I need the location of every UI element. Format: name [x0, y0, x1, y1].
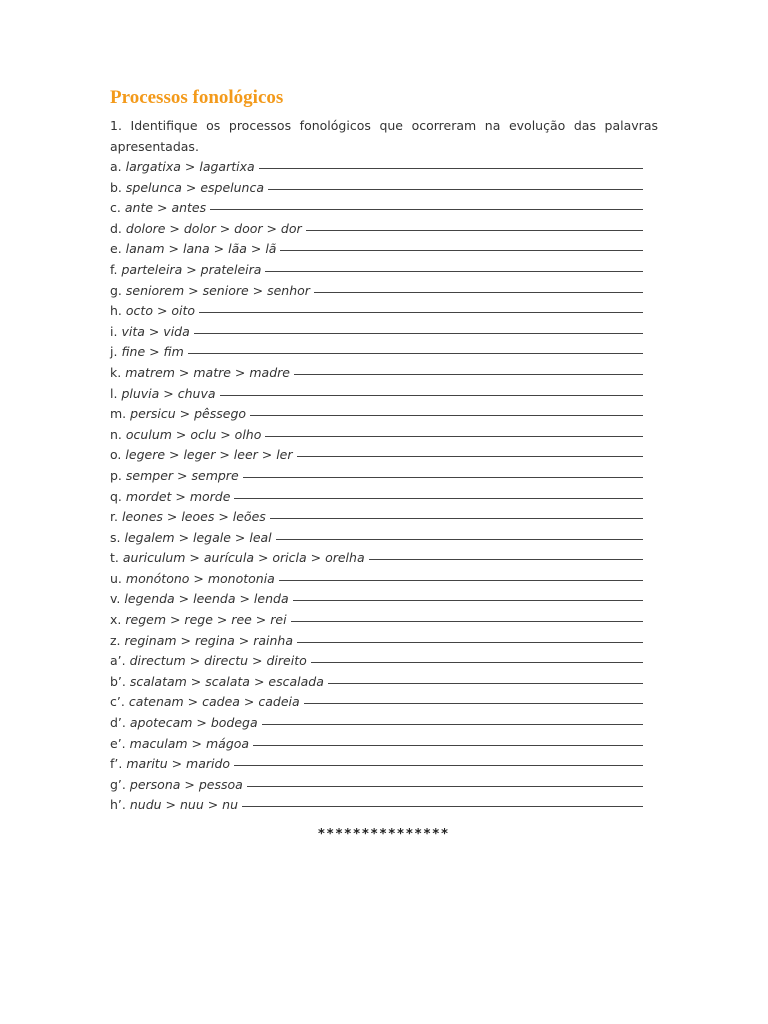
exercise-item [110, 239, 643, 260]
answer-blank-line[interactable] [194, 333, 643, 334]
item-letter: g’. [110, 776, 126, 792]
item-letter: q. [110, 488, 122, 504]
separator-stars: *************** [318, 827, 450, 842]
item-words: seniorem > seniore > senhor [125, 282, 310, 298]
answer-blank-line[interactable] [220, 395, 643, 396]
answer-blank-line[interactable] [306, 230, 643, 231]
answer-blank-line[interactable] [294, 374, 643, 375]
item-words: scalatam > scalata > escalada [129, 673, 324, 689]
item-words: catenam > cadea > cadeia [128, 694, 300, 710]
exercise-item [110, 610, 643, 631]
item-words: lanam > lana > lãa > lã [125, 241, 277, 257]
exercise-item [110, 219, 643, 240]
exercise-item [110, 507, 643, 528]
exercise-item [110, 322, 643, 343]
item-letter: a. [110, 159, 122, 174]
item-letter: l. [110, 385, 118, 401]
exercise-item [110, 548, 643, 569]
exercise-item [110, 631, 643, 652]
exercise-item [110, 487, 643, 508]
exercise-list [110, 157, 658, 816]
item-words: apotecam > bodega [129, 715, 258, 731]
item-letter: z. [110, 632, 121, 648]
item-letter: a’. [110, 653, 126, 669]
item-letter: h. [110, 303, 122, 319]
item-letter: u. [110, 570, 122, 586]
item-words: spelunca > espelunca [125, 179, 265, 195]
answer-blank-line[interactable] [262, 724, 643, 725]
item-letter: v. [110, 591, 121, 607]
item-letter: k. [110, 364, 122, 380]
answer-blank-line[interactable] [270, 518, 643, 519]
item-words: persicu > pêssego [130, 406, 247, 422]
answer-blank-line[interactable] [279, 580, 643, 581]
item-letter: d. [110, 220, 122, 236]
exercise-item [110, 384, 643, 405]
answer-blank-line[interactable] [297, 642, 643, 643]
item-words: ante > antes [124, 200, 207, 216]
answer-blank-line[interactable] [297, 456, 643, 457]
item-words: parteleira > prateleira [121, 261, 262, 277]
item-letter: o. [110, 447, 122, 463]
item-words: pluvia > chuva [121, 385, 216, 401]
item-words: fine > fim [121, 344, 184, 360]
exercise-item [110, 404, 643, 425]
answer-blank-line[interactable] [265, 271, 643, 272]
item-letter: e. [110, 241, 122, 257]
exercise-item [110, 528, 643, 549]
answer-blank-line[interactable] [247, 786, 643, 787]
worksheet [110, 86, 658, 816]
exercise-item [110, 651, 643, 672]
item-letter: j. [110, 344, 118, 360]
item-letter: m. [110, 406, 127, 422]
item-words: mordet > morde [125, 488, 231, 504]
exercise-item [110, 363, 643, 384]
answer-blank-line[interactable] [234, 498, 643, 499]
exercise-item [110, 178, 643, 199]
exercise-item [110, 466, 643, 487]
exercise-item [110, 281, 643, 302]
item-letter: f. [110, 261, 118, 277]
answer-blank-line[interactable] [304, 703, 643, 704]
exercise-item [110, 672, 643, 693]
exercise-item [110, 425, 643, 446]
answer-blank-line[interactable] [265, 436, 643, 437]
exercise-item [110, 301, 643, 322]
item-letter: d’. [110, 715, 126, 731]
answer-blank-line[interactable] [291, 621, 643, 622]
item-words: regem > rege > ree > rei [125, 612, 287, 628]
item-words: legenda > leenda > lenda [124, 591, 289, 607]
instruction-text: 1. Identifique os processos fonológicos que ocorreram na evolução das palavras apresentadas. [110, 118, 658, 154]
item-words: matrem > matre > madre [125, 364, 290, 380]
answer-blank-line[interactable] [280, 250, 643, 251]
item-words: reginam > regina > rainha [124, 632, 293, 648]
item-words: monótono > monotonia [125, 570, 275, 586]
answer-blank-line[interactable] [199, 312, 643, 313]
item-words: nudu > nuu > nu [129, 797, 239, 813]
item-letter: g. [110, 282, 122, 298]
item-letter: h’. [110, 797, 126, 813]
exercise-item [110, 445, 643, 466]
exercise-item [110, 754, 643, 775]
exercise-item [110, 569, 643, 590]
exercise-item [110, 713, 643, 734]
exercise-item [110, 198, 643, 219]
item-words: legalem > legale > leal [124, 529, 272, 545]
item-words: oculum > oclu > olho [125, 426, 262, 442]
item-words: persona > pessoa [129, 776, 243, 792]
answer-blank-line[interactable] [259, 168, 643, 169]
item-words: semper > sempre [125, 467, 239, 483]
answer-blank-line[interactable] [242, 806, 643, 807]
item-words: vita > vida [121, 323, 190, 339]
item-words: legere > leger > leer > ler [125, 447, 293, 463]
item-words: maculam > mágoa [129, 735, 250, 751]
item-words: leones > leoes > leões [121, 509, 266, 525]
exercise-item [110, 157, 643, 178]
item-letter: c. [110, 200, 121, 216]
exercise-item [110, 692, 643, 713]
page-title: Processos fonológicos [110, 87, 284, 108]
item-letter: r. [110, 509, 118, 525]
answer-blank-line[interactable] [188, 353, 643, 354]
exercise-item [110, 775, 643, 796]
answer-blank-line[interactable] [276, 539, 643, 540]
item-words: largatixa > lagartixa [125, 159, 255, 174]
answer-blank-line[interactable] [243, 477, 643, 478]
exercise-item [110, 589, 643, 610]
exercise-item [110, 260, 643, 281]
exercise-item [110, 795, 643, 816]
item-letter: b’. [110, 673, 126, 689]
item-words: octo > oito [125, 303, 196, 319]
item-letter: b. [110, 179, 122, 195]
answer-blank-line[interactable] [253, 745, 643, 746]
answer-blank-line[interactable] [314, 292, 643, 293]
exercise-item [110, 342, 643, 363]
item-letter: e’. [110, 735, 126, 751]
answer-blank-line[interactable] [311, 662, 643, 663]
answer-blank-line[interactable] [369, 559, 643, 560]
item-words: directum > directu > direito [129, 653, 307, 669]
item-letter: i. [110, 323, 118, 339]
exercise-item [110, 734, 643, 755]
answer-blank-line[interactable] [328, 683, 643, 684]
item-letter: c’. [110, 694, 125, 710]
item-words: dolore > dolor > door > dor [125, 220, 302, 236]
answer-blank-line[interactable] [293, 600, 643, 601]
answer-blank-line[interactable] [234, 765, 643, 766]
item-words: maritu > marido [126, 756, 231, 772]
item-letter: n. [110, 426, 122, 442]
answer-blank-line[interactable] [250, 415, 643, 416]
answer-blank-line[interactable] [210, 209, 643, 210]
item-letter: x. [110, 612, 122, 628]
answer-blank-line[interactable] [268, 189, 643, 190]
item-letter: s. [110, 529, 121, 545]
item-letter: p. [110, 467, 122, 483]
item-letter: t. [110, 550, 119, 566]
item-letter: f’. [110, 756, 123, 772]
item-words: auriculum > aurícula > oricla > orelha [122, 550, 365, 566]
